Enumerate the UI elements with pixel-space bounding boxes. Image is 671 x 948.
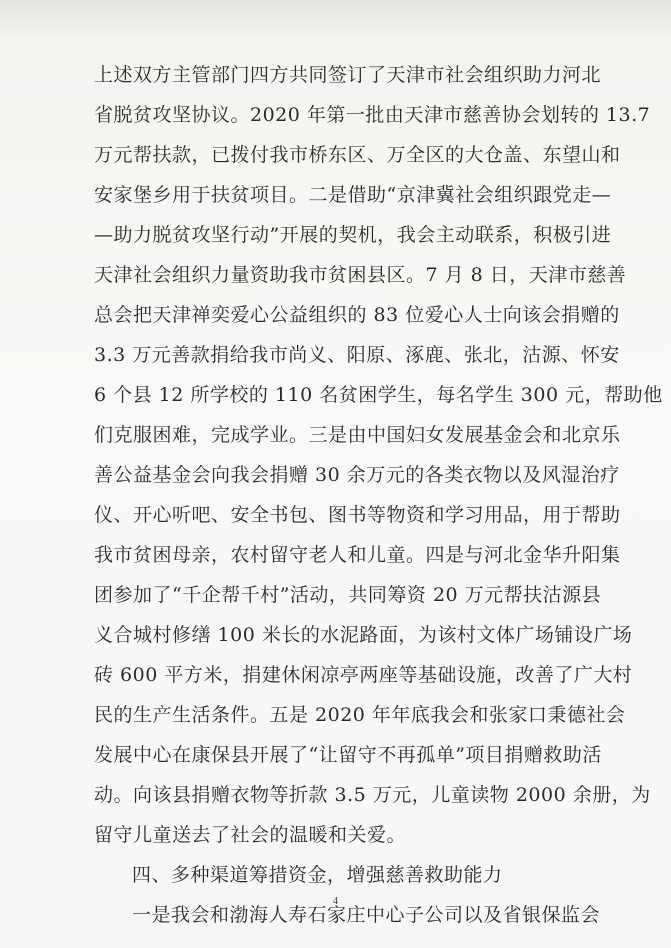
paragraph-line: 3.3 万元善款捐给我市尚义、阳原、涿鹿、张北，沽源、怀安 bbox=[94, 344, 620, 366]
paragraph-line: 上述双方主管部门四方共同签订了天津市社会组织助力河北 bbox=[94, 64, 602, 86]
paragraph-line: 发展中心在康保县开展了“让留守不再孤单”项目捐赠救助活 bbox=[94, 744, 602, 766]
paragraph-line: 留守儿童送去了社会的温暖和关爱。 bbox=[94, 824, 407, 846]
scan-shadow bbox=[0, 0, 671, 40]
paragraph-line: 仪、开心听吧、安全书包、图书等物资和学习用品，用于帮助 bbox=[94, 504, 621, 526]
section-heading: 四、多种渠道筹措资金，增强慈善救助能力 bbox=[132, 864, 503, 886]
paragraph-line: 团参加了“千企帮千村”活动，共同筹资 20 万元帮扶沽源县 bbox=[94, 584, 602, 606]
paragraph-line: 天津社会组织力量资助我市贫困县区。7 月 8 日，天津市慈善 bbox=[94, 264, 627, 286]
paragraph-line: 民的生产生活条件。五是 2020 年年底我会和张家口秉德社会 bbox=[94, 704, 626, 726]
paragraph-line: 万元帮扶款，已拨付我市桥东区、万全区的大仓盖、东望山和 bbox=[94, 144, 621, 166]
paragraph-line: 总会把天津禅奕爱心公益组织的 83 位爱心人士向该会捐赠的 bbox=[94, 304, 620, 326]
paragraph-line: 安家堡乡用于扶贫项目。二是借助“京津冀社会组织跟党走— bbox=[94, 184, 612, 206]
paragraph-line: 省脱贫攻坚协议。2020 年第一批由天津市慈善协会划转的 13.7 bbox=[94, 104, 651, 126]
paragraph-line: 我市贫困母亲，农村留守老人和儿童。四是与河北金华升阳集 bbox=[94, 544, 621, 566]
paragraph-line: —助力脱贫攻坚行动”开展的契机，我会主动联系，积极引进 bbox=[94, 224, 612, 246]
page-number: 4 bbox=[333, 896, 338, 907]
paragraph-line: 动。向该县捐赠衣物等折款 3.5 万元，儿童读物 2000 余册，为 bbox=[94, 784, 651, 806]
paragraph-line: 一是我会和渤海人寿石家庄中心子公司以及省银保监会 bbox=[132, 904, 601, 926]
paragraph-line: 义合城村修缮 100 米长的水泥路面，为该村文体广场铺设广场 bbox=[94, 624, 633, 646]
paragraph-line: 们克服困难，完成学业。三是由中国妇女发展基金会和北京乐 bbox=[94, 424, 621, 446]
paragraph-line: 善公益基金会向我会捐赠 30 余万元的各类衣物以及风湿治疗 bbox=[94, 464, 620, 486]
paragraph-line: 砖 600 平方米，捐建休闲凉亭两座等基础设施，改善了广大村 bbox=[94, 664, 633, 686]
paragraph-line: 6 个县 12 所学校的 110 名贫困学生，每名学生 300 元，帮助他 bbox=[94, 384, 663, 406]
